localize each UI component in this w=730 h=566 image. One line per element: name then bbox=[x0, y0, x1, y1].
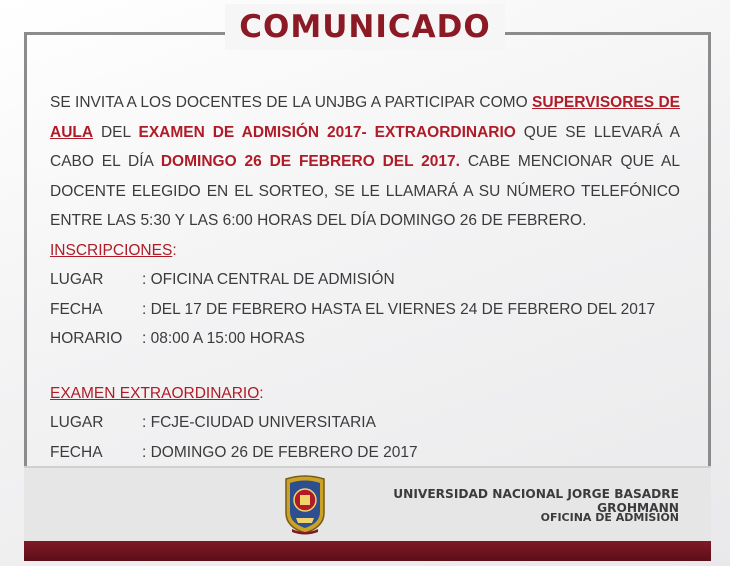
row-value: : DOMINGO 26 DE FEBRERO DE 2017 bbox=[142, 443, 418, 461]
intro-text-2: DEL bbox=[93, 123, 139, 141]
highlight-supervisores: SUPERVISORES DE AULA bbox=[50, 94, 680, 141]
intro-text-3: QUE SE LLEVARÁ A CABO EL DÍA bbox=[50, 123, 680, 170]
title-container bbox=[0, 4, 730, 50]
inscripciones-row-lugar bbox=[50, 265, 680, 295]
row-label: LUGAR bbox=[50, 271, 104, 288]
inscripciones-colon: : bbox=[172, 241, 177, 259]
row-label: LUGAR bbox=[50, 414, 104, 431]
examen-colon: : bbox=[259, 384, 264, 402]
university-name: UNIVERSIDAD NACIONAL JORGE BASADRE GROHMANN bbox=[393, 487, 679, 515]
bottom-bar bbox=[24, 541, 711, 561]
row-value: : FCJE-CIUDAD UNIVERSITARIA bbox=[142, 414, 376, 431]
row-label: HORARIO bbox=[50, 330, 123, 347]
row-label: FECHA bbox=[50, 300, 103, 318]
intro-paragraph bbox=[50, 88, 680, 236]
inscripciones-heading bbox=[50, 236, 680, 266]
highlight-fecha: DOMINGO 26 DE FEBRERO DEL 2017. bbox=[160, 153, 460, 170]
highlight-examen: EXAMEN DE ADMISIÓN 2017- EXTRAORDINARIO bbox=[138, 123, 516, 141]
university-seal-icon bbox=[282, 473, 328, 535]
inscripciones-row-horario bbox=[50, 324, 680, 354]
inscripciones-row-fecha bbox=[50, 295, 680, 325]
row-label: FECHA bbox=[50, 443, 103, 461]
examen-heading bbox=[50, 379, 680, 409]
office-name: OFICINA DE ADMISIÓN bbox=[540, 511, 679, 524]
intro-text-4: CABE MENCIONAR QUE AL DOCENTE ELEGIDO EN EL SORTEO, SE LE LLAMARÁ A SU NÚMERO TELEFÓNICO ENTRE LAS 5:30 Y LAS 6:00 HORAS DEL DÍA DOMINGO 26 DE FEBRERO. bbox=[50, 153, 681, 229]
examen-title: EXAMEN EXTRAORDINARIO bbox=[50, 384, 260, 402]
examen-row-lugar bbox=[50, 408, 680, 438]
intro-text-1: SE INVITA A LOS DOCENTES DE LA UNJBG A PARTICIPAR COMO bbox=[50, 94, 533, 111]
notice-body bbox=[50, 88, 680, 497]
row-value: : OFICINA CENTRAL DE ADMISIÓN bbox=[142, 271, 395, 288]
inscripciones-title: INSCRIPCIONES bbox=[50, 241, 173, 259]
section-spacer bbox=[50, 354, 680, 379]
page-title: COMUNICADO bbox=[225, 4, 504, 50]
row-value: : 08:00 A 15:00 HORAS bbox=[142, 330, 305, 347]
row-value: : DEL 17 DE FEBRERO HASTA EL VIERNES 24 DE FEBRERO DEL 2017 bbox=[142, 300, 656, 318]
examen-row-fecha bbox=[50, 438, 680, 468]
